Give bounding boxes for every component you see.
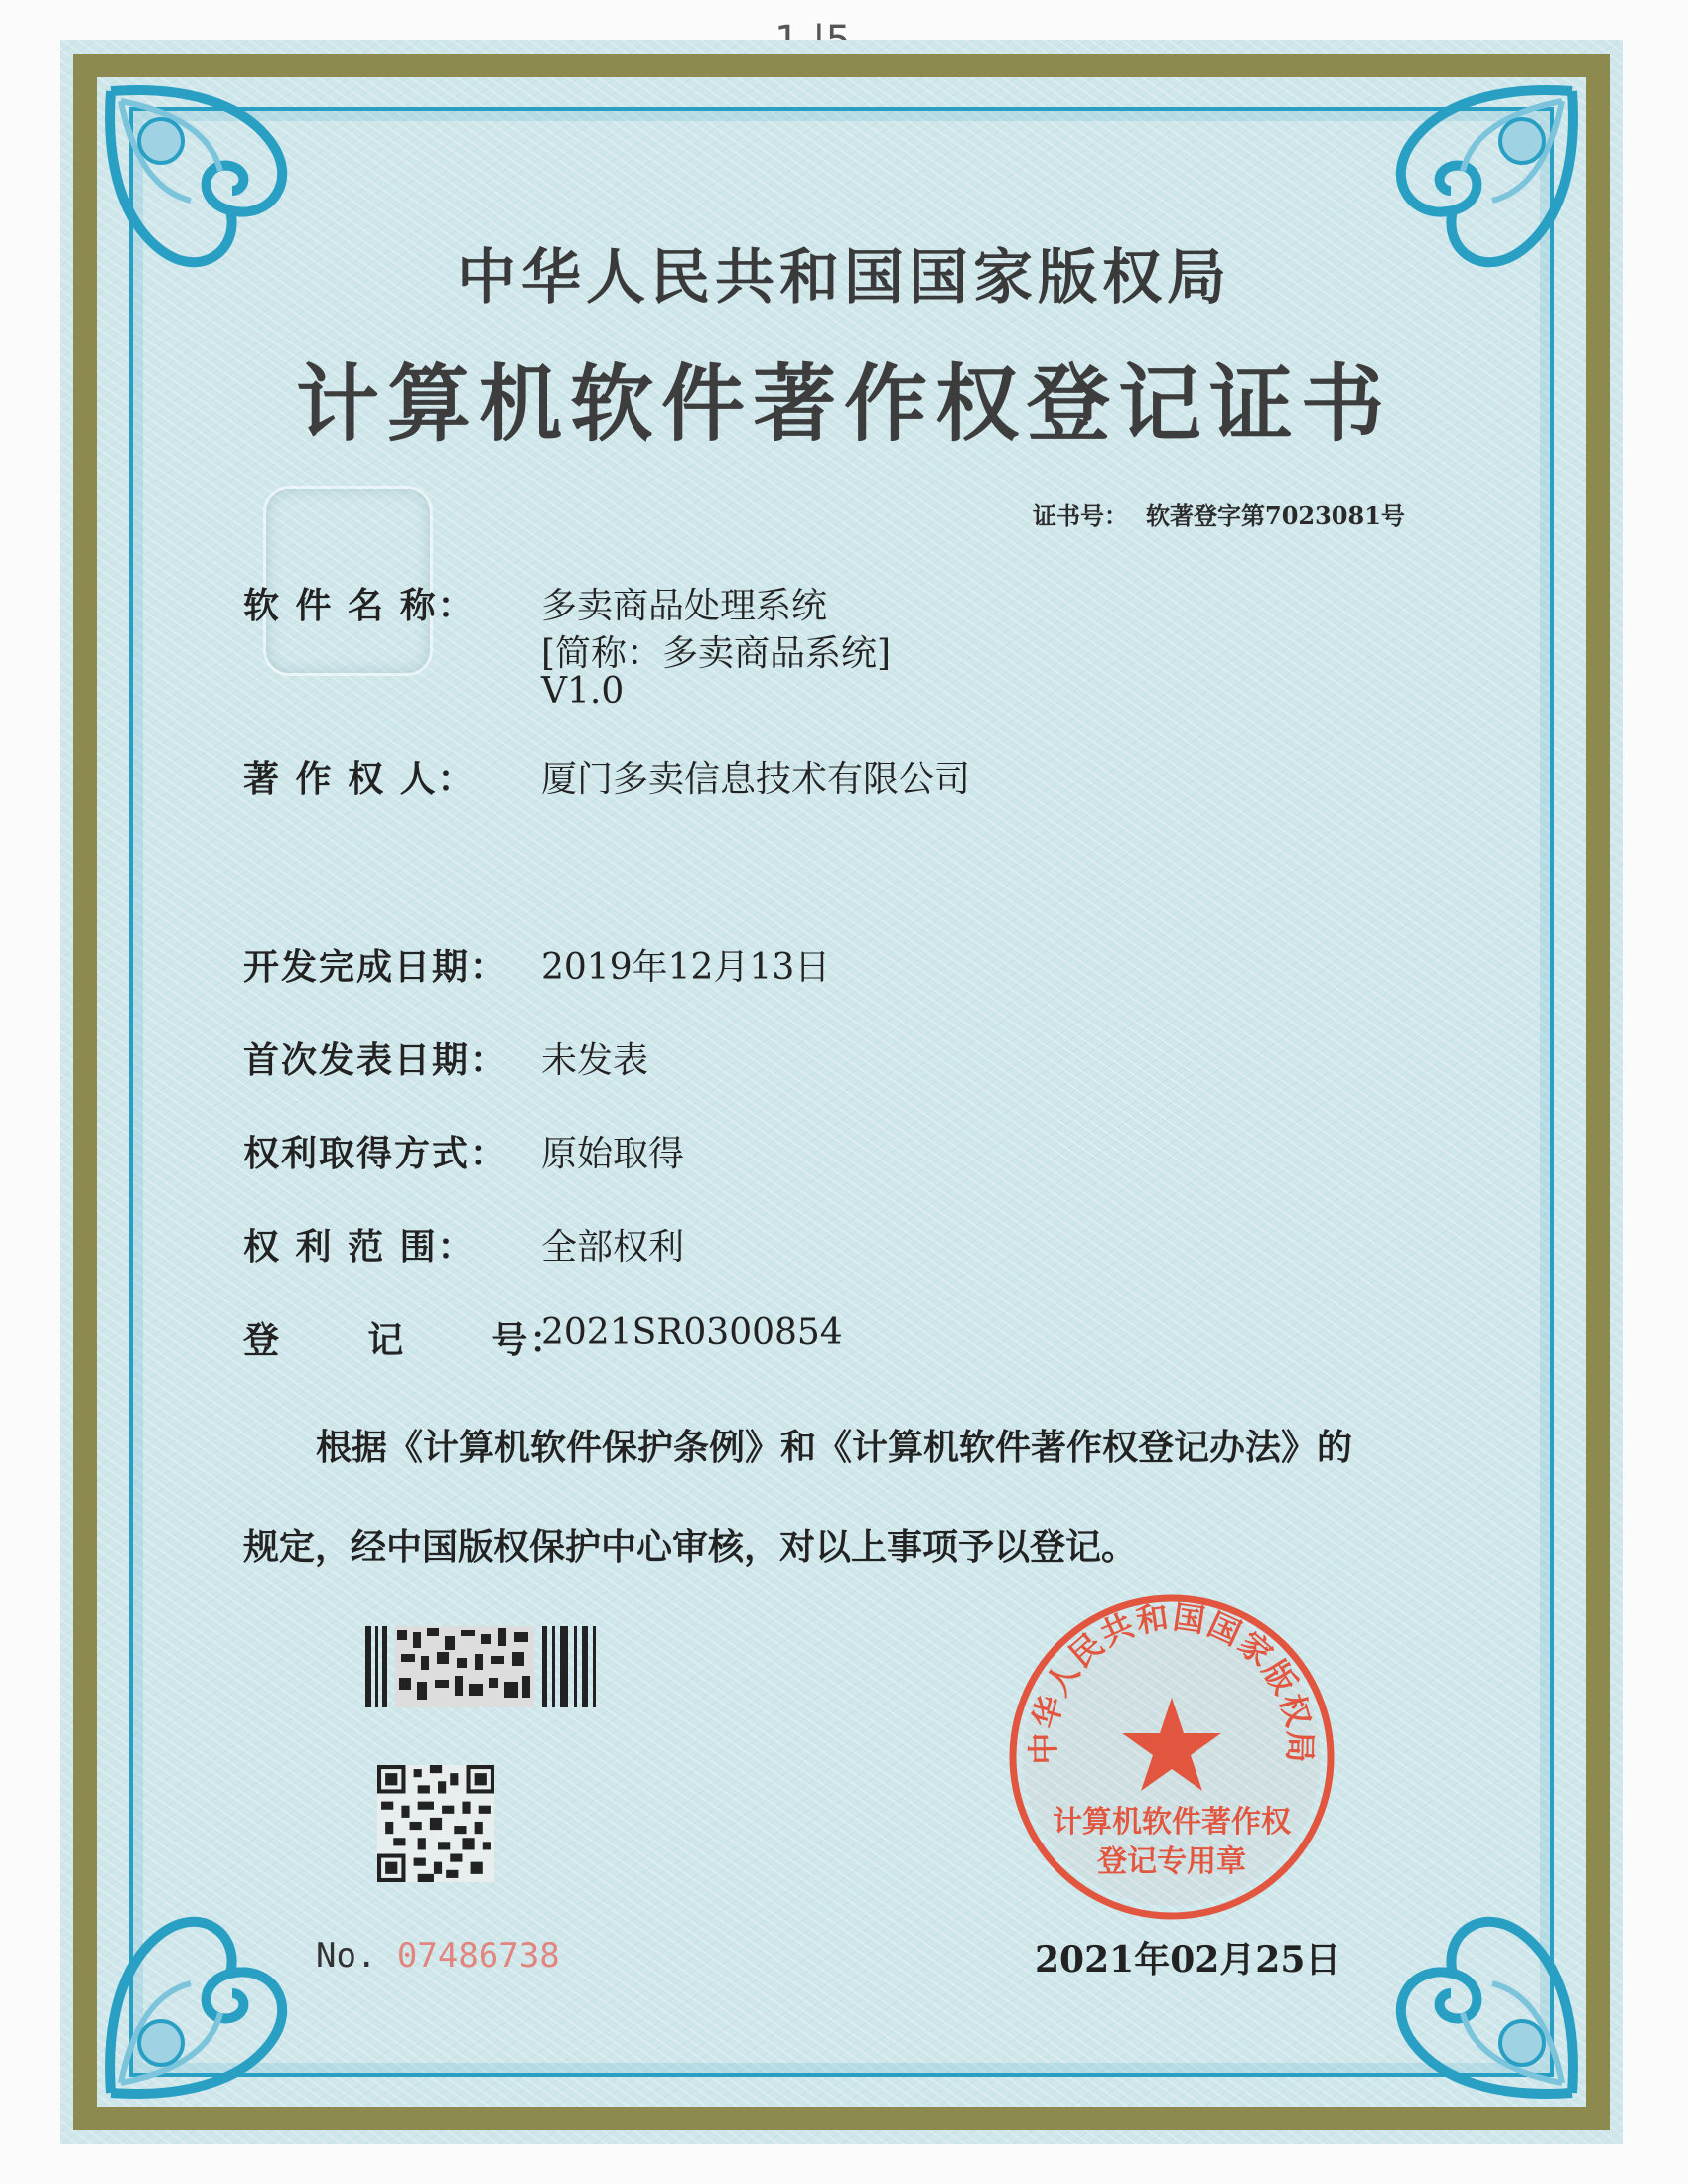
- statement-line-1: 根据《计算机软件保护条例》和《计算机软件著作权登记办法》的: [316, 1427, 1353, 1468]
- serial-prefix: No.: [316, 1936, 377, 1976]
- scope-row: [243, 1219, 685, 1270]
- corner-ornament-icon: [101, 1864, 340, 2103]
- cert-no-label: 证书号：: [1033, 501, 1128, 530]
- owner-value: 厦门多卖信息技术有限公司: [541, 759, 971, 800]
- software-name-label: 软 件 名 称：: [243, 585, 476, 626]
- dev-date-label: 开发完成日期：: [243, 946, 508, 988]
- issue-date: 2021年02月25日: [1035, 1939, 1341, 1980]
- software-name-row: [243, 578, 892, 712]
- seal-arc-text: 中华人民共和国国家版权局: [1024, 1597, 1320, 1765]
- corner-ornament-icon: [1343, 1864, 1582, 2103]
- registration-value: 2021SR0300854: [541, 1312, 843, 1353]
- registration-label: 登 记 号：: [243, 1319, 568, 1361]
- acquire-label: 权利取得方式：: [243, 1133, 508, 1174]
- certificate-title: 计算机软件著作权登记证书: [295, 354, 1392, 453]
- pub-date-label: 首次发表日期：: [243, 1039, 508, 1081]
- serial-number: [316, 1936, 560, 1976]
- owner-row: [243, 751, 971, 802]
- cert-no-value: 软著登字第7023081号: [1146, 501, 1405, 530]
- dev-date-value: 2019年12月13日: [541, 947, 831, 988]
- acquire-value: 原始取得: [541, 1134, 685, 1174]
- software-abbrev: [简称：多卖商品系统]: [541, 633, 892, 674]
- acquire-row: [243, 1126, 685, 1176]
- software-name-value: 多卖商品处理系统: [541, 586, 828, 626]
- scope-value: 全部权利: [541, 1227, 685, 1268]
- software-version: V1.0: [541, 671, 625, 712]
- seal-line-1: 计算机软件著作权: [1053, 1805, 1291, 1840]
- official-seal-icon: [1003, 1588, 1340, 1926]
- pub-date-row: [243, 1032, 649, 1083]
- registration-row: [243, 1312, 843, 1363]
- pub-date-value: 未发表: [541, 1040, 649, 1081]
- serial-value: 07486738: [396, 1936, 560, 1976]
- owner-label: 著 作 权 人：: [243, 758, 476, 800]
- statement-line-2: 规定，经中国版权保护中心审核，对以上事项予以登记。: [243, 1526, 1138, 1568]
- scope-label: 权 利 范 围：: [243, 1226, 476, 1268]
- issuer-title: 中华人民共和国国家版权局: [457, 243, 1231, 313]
- certificate-number: [1033, 496, 1423, 531]
- barcode-icon: [365, 1626, 600, 1707]
- dev-date-row: [243, 939, 831, 990]
- qr-code-icon: [377, 1765, 494, 1882]
- seal-line-2: 登记专用章: [1097, 1844, 1246, 1879]
